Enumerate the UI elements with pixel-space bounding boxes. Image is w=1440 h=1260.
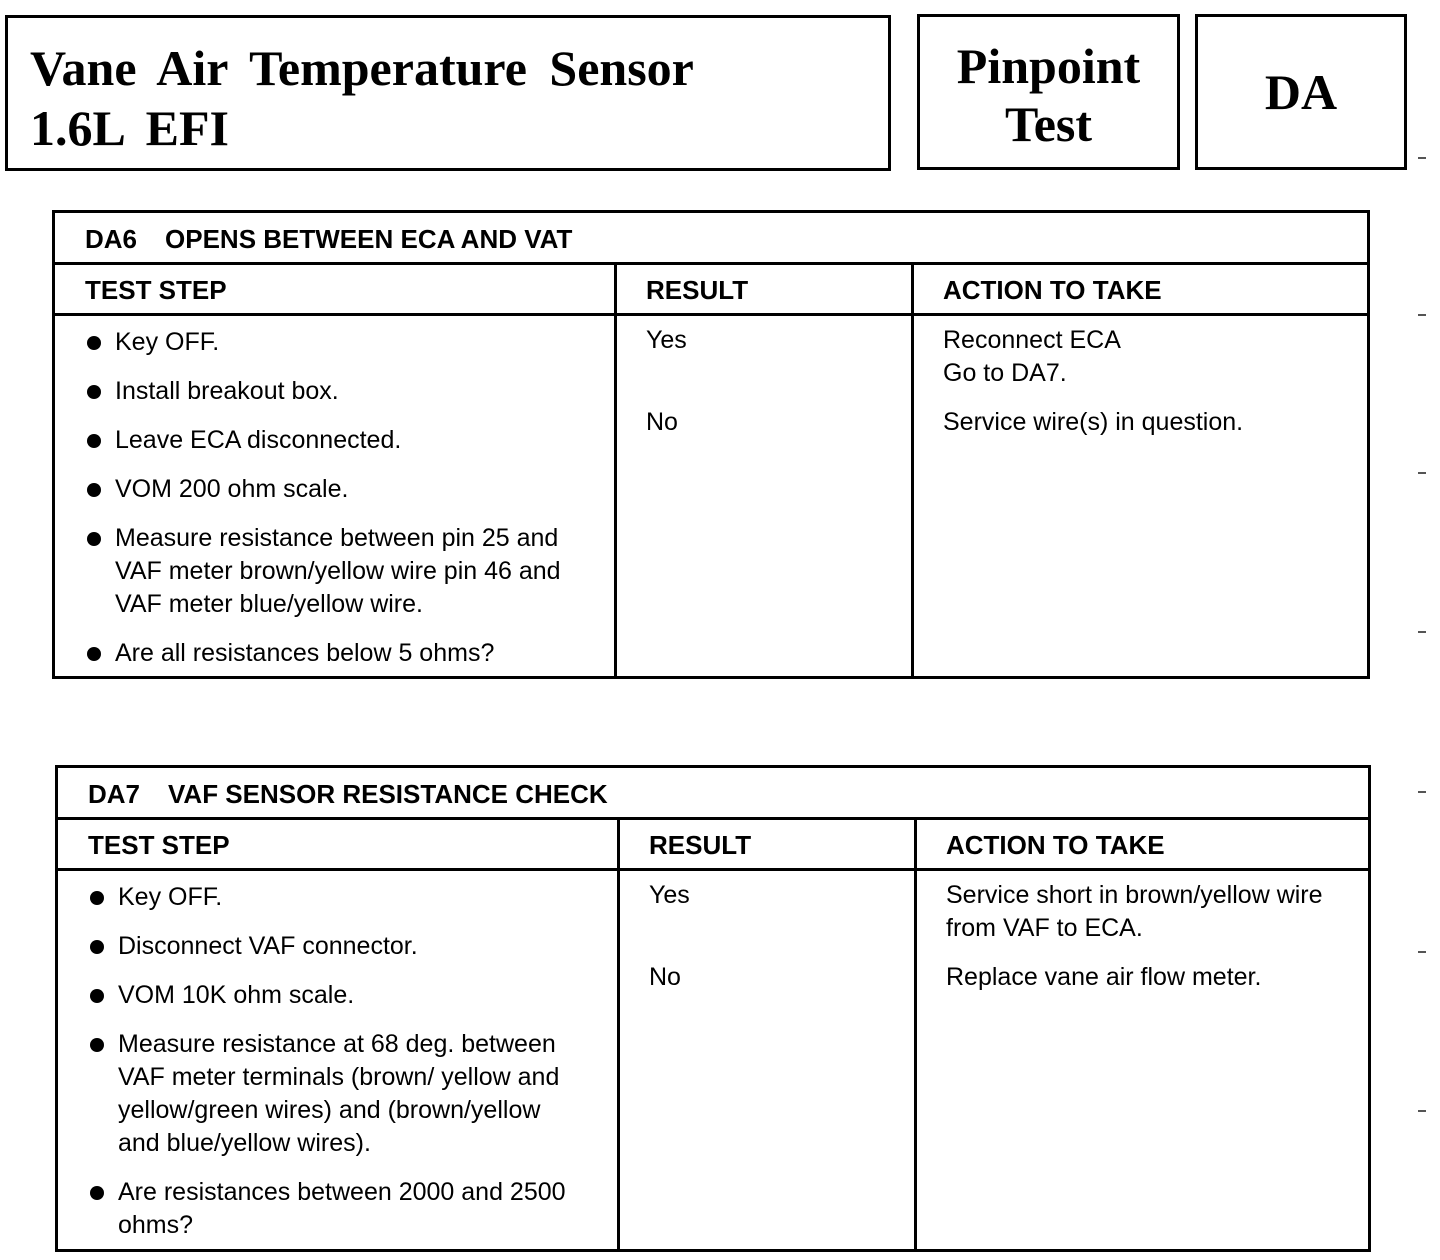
step-text: Leave ECA disconnected. bbox=[115, 426, 402, 454]
col-header-action: ACTION TO TAKE bbox=[946, 830, 1165, 860]
list-item bbox=[85, 522, 585, 621]
step-code: DA7 bbox=[88, 779, 141, 809]
list-item bbox=[88, 930, 588, 963]
margin-mark bbox=[1418, 157, 1426, 159]
result-yes: Yes bbox=[649, 881, 690, 909]
page-subtitle: 1.6L EFI bbox=[30, 100, 229, 156]
margin-mark bbox=[1418, 631, 1426, 633]
page-title-box bbox=[5, 15, 891, 171]
action-no: Replace vane air flow meter. bbox=[946, 963, 1262, 991]
test-code: DA bbox=[1264, 64, 1338, 120]
col-header-action: ACTION TO TAKE bbox=[943, 275, 1162, 305]
result-yes: Yes bbox=[646, 326, 687, 354]
action-yes: Service short in brown/yellow wire from VAF to ECA. bbox=[946, 881, 1323, 942]
table-header-row bbox=[58, 820, 1368, 871]
bullet-icon bbox=[87, 336, 101, 350]
list-item bbox=[85, 473, 585, 506]
step-title: OPENS BETWEEN ECA AND VAT bbox=[165, 224, 573, 254]
step-text: Are all resistances below 5 ohms? bbox=[115, 639, 495, 667]
bullet-icon bbox=[87, 434, 101, 448]
margin-mark bbox=[1418, 314, 1426, 316]
result-no: No bbox=[649, 963, 681, 991]
step-text: VOM 200 ohm scale. bbox=[115, 475, 349, 503]
list-item bbox=[88, 1028, 588, 1160]
list-item bbox=[85, 326, 585, 359]
step-title: VAF SENSOR RESISTANCE CHECK bbox=[168, 779, 608, 809]
bullet-icon bbox=[90, 989, 104, 1003]
margin-mark bbox=[1418, 472, 1426, 474]
pinpoint-test-label bbox=[917, 14, 1180, 170]
bullet-icon bbox=[87, 647, 101, 661]
col-header-test-step: TEST STEP bbox=[85, 275, 227, 305]
table-title bbox=[55, 213, 1367, 265]
bullet-icon bbox=[87, 385, 101, 399]
list-item bbox=[88, 1176, 588, 1242]
list-item bbox=[85, 424, 585, 457]
test-table-da7 bbox=[55, 765, 1371, 1252]
margin-mark bbox=[1418, 951, 1426, 953]
list-item bbox=[85, 637, 585, 670]
step-text: Key OFF. bbox=[118, 883, 223, 911]
bullet-icon bbox=[90, 940, 104, 954]
step-text: Are resistances between 2000 and 2500 ohms? bbox=[118, 1178, 566, 1239]
col-header-test-step: TEST STEP bbox=[88, 830, 230, 860]
list-item bbox=[85, 375, 585, 408]
step-text: Key OFF. bbox=[115, 328, 220, 356]
pinpoint-label-line2: Test bbox=[1004, 96, 1093, 152]
list-item bbox=[88, 881, 588, 914]
step-text: Measure resistance between pin 25 and VAF meter brown/yellow wire pin 46 and VAF meter blue/yellow wire. bbox=[115, 524, 561, 618]
bullet-icon bbox=[90, 1038, 104, 1052]
table-title bbox=[58, 768, 1368, 820]
step-text: Disconnect VAF connector. bbox=[118, 932, 418, 960]
bullet-icon bbox=[87, 483, 101, 497]
bullet-icon bbox=[87, 532, 101, 546]
margin-mark bbox=[1418, 791, 1426, 793]
bullet-icon bbox=[90, 1186, 104, 1200]
action-yes: Reconnect ECA Go to DA7. bbox=[943, 326, 1120, 387]
test-step-list bbox=[85, 326, 585, 686]
test-step-list bbox=[88, 881, 588, 1258]
action-no: Service wire(s) in question. bbox=[943, 408, 1244, 436]
bullet-icon bbox=[90, 891, 104, 905]
col-header-result: RESULT bbox=[646, 275, 749, 305]
table-header-row bbox=[55, 265, 1367, 316]
test-code-box bbox=[1195, 14, 1407, 170]
step-text: Measure resistance at 68 deg. between VAF meter terminals (brown/ yellow and yellow/green wires) and (brown/yellow and blue/yellow wires). bbox=[118, 1030, 560, 1157]
test-table-da6 bbox=[52, 210, 1370, 679]
step-text: VOM 10K ohm scale. bbox=[118, 981, 355, 1009]
step-code: DA6 bbox=[85, 224, 138, 254]
pinpoint-label-line1: Pinpoint bbox=[956, 38, 1141, 94]
table-body bbox=[58, 871, 1368, 1249]
result-no: No bbox=[646, 408, 678, 436]
list-item bbox=[88, 979, 588, 1012]
table-body bbox=[55, 316, 1367, 676]
step-text: Install breakout box. bbox=[115, 377, 339, 405]
margin-mark bbox=[1418, 1110, 1426, 1112]
col-header-result: RESULT bbox=[649, 830, 752, 860]
page-title: Vane Air Temperature Sensor bbox=[30, 40, 694, 96]
